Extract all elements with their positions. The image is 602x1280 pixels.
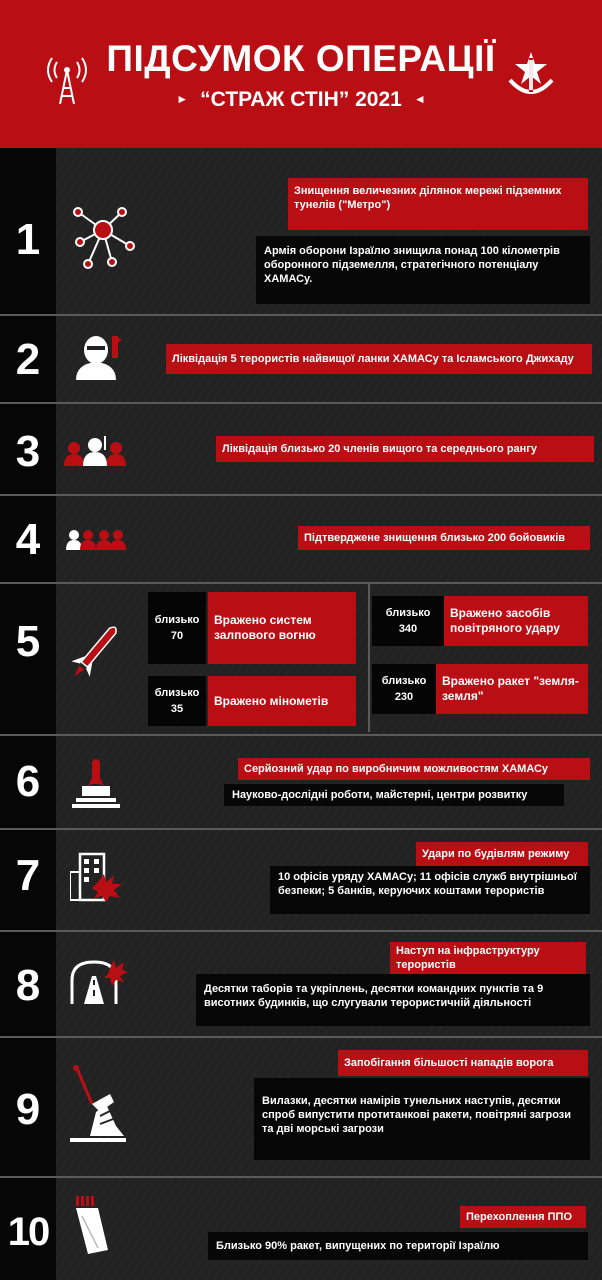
terrorist-group-icon [64,436,126,466]
rocket-launcher-icon [72,758,120,808]
idf-emblem-icon [506,50,556,102]
section-detail: Науково-дослідні роботи, майстерні, центри розвитку [224,784,564,806]
rocket-icon [66,620,122,686]
count-label: близько [385,607,431,619]
stat-count [148,592,206,664]
tunnel-network-icon [70,204,136,270]
count-value: 340 [398,623,418,635]
header-banner [0,0,602,148]
section-title: Запобігання більшості нападів ворога [338,1050,588,1076]
stat-count [372,664,436,714]
missile-strike-icon [70,1064,128,1144]
tunnel-explosion-icon [70,958,128,1006]
section-number: 4 [15,515,41,564]
section-number: 2 [15,335,41,384]
section-title: Знищення величезних ділянок мережі підземних тунелів ("Метро") [288,178,588,230]
section-number: 7 [15,851,41,900]
section-detail: Десятки таборів та укріплень, десятки командних пунктів та 9 висотних будинків, що слугували терористичній діяльності [196,974,590,1026]
section-detail: Армія оборони Ізраїлю знищила понад 100 кілометрів оборонного підземелля, стратегічного потенціалу ХАМАСу. [256,236,590,304]
section-divider [0,582,602,584]
count-label: близько [154,614,200,626]
count-label: близько [381,675,427,687]
section-title: Серйозний удар по виробничим можливостям ХАМАСу [238,758,590,780]
section-title: Наступ на інфраструктуру терористів [390,942,586,974]
section-number: 10 [7,1210,49,1254]
section-number: 3 [15,427,41,476]
building-explosion-icon [70,852,124,902]
count-value: 70 [170,630,184,642]
section-title: Удари по будівлям режиму [416,842,588,866]
section-detail: 10 офісів уряду ХАМАСу; 11 офісів служб внутрішньої безпеки; 5 банків, керуючих коштами терористів [270,866,590,914]
stat-text: Вражено систем залпового вогню [208,592,356,664]
section-divider [0,402,602,404]
section-number: 1 [15,215,41,264]
left-arrow-icon: ◄ [413,92,426,106]
count-value: 230 [394,691,414,703]
section-divider [0,1036,602,1038]
iron-dome-icon [74,1196,114,1256]
section-divider [0,1176,602,1178]
section-detail: Близько 90% ракет, випущених по території Ізраїлю [208,1232,588,1260]
section-title: Підтверджене знищення близько 200 бойовиків [298,526,590,550]
count-label: близько [154,687,200,699]
stat-count [372,596,444,646]
section-divider [0,828,602,830]
section-divider [0,314,602,316]
right-arrow-icon: ► [176,92,189,106]
masked-terrorist-icon [72,334,124,380]
page-title: ПІДСУМОК ОПЕРАЦІЇ [106,38,496,79]
section-number: 9 [15,1085,41,1134]
section-divider [0,494,602,496]
section-title: Ліквідація близько 20 членів вищого та середнього рангу [216,436,594,462]
section-divider [0,930,602,932]
subtitle-text: “СТРАЖ СТІН” 2021 [200,88,402,111]
section-title: Ліквідація 5 терористів найвищої ланки ХАМАСу та Ісламського Джихаду [166,344,592,374]
fighters-icon [66,528,126,550]
section-divider [0,734,602,736]
section-detail: Вилазки, десятки намірів тунельних наступів, десятки спроб випустити протитанкові ракети, повітряні загрози та дві морські загрози [254,1078,590,1160]
section-number: 5 [15,617,41,666]
stats-separator [368,584,370,732]
stat-count [148,676,206,726]
section-title: Перехоплення ППО [460,1206,586,1228]
section-number: 6 [15,757,41,806]
count-value: 35 [170,703,184,715]
stat-text: Вражено ракет "земля-земля" [436,664,588,714]
stat-text: Вражено засобів повітряного удару [444,596,588,646]
section-number: 8 [15,961,41,1010]
stat-text: Вражено мінометів [208,676,356,726]
